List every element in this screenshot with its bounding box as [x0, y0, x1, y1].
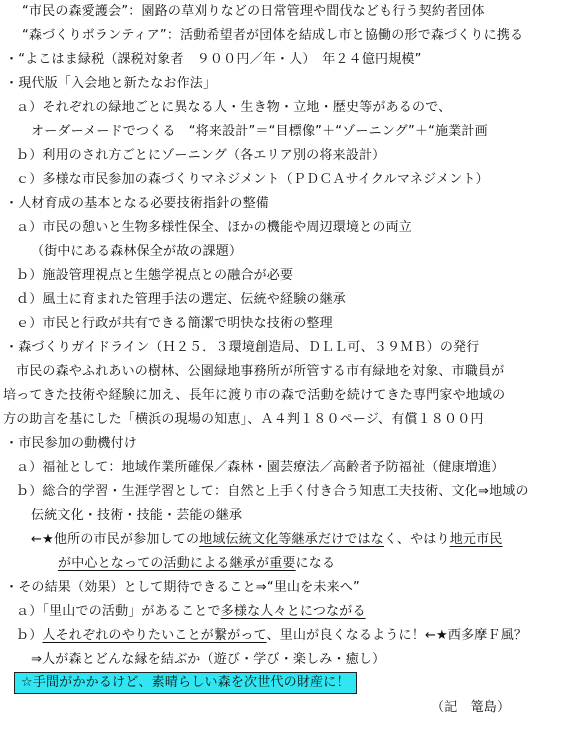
underlined-text: 人それぞれのやりたいことが繋がって: [42, 628, 267, 643]
underlined-text: 地域伝統文化等継承だけではな: [199, 532, 384, 547]
text-line: ａ）それぞれの緑地ごとに異なる人・生き物・立地・歴史等があるので、: [16, 100, 452, 115]
text-line: [16, 624, 527, 648]
text-line: ｂ）利用のされ方ごとにゾーニング（各エリア別の将来設計）: [16, 148, 386, 163]
text-run: ａ）「里山での活動」があることで: [16, 604, 221, 619]
author-note: （記 篭島）: [431, 700, 511, 715]
text-line: ａ）市民の憩いと生物多様性保全、ほかの機能や周辺環境との両立: [16, 220, 413, 235]
text-line: [58, 552, 335, 576]
text-line: ・“よこはま緑税（課税対象者 ９００円／年・人） 年２４億円規模”: [5, 52, 422, 67]
text-line: “市民の森愛護会”：園路の草刈りなどの日常管理や間伐なども行う契約者団体: [22, 4, 485, 19]
highlight-line: [14, 671, 357, 695]
text-run: になる: [295, 556, 336, 571]
text-line: “森づくりボランティア”：活動希望者が団体を結成し市と協働の形で森づくりに携る: [22, 28, 524, 43]
text-line: 方の助言を基にした「横浜の現場の知恵」、Ａ４判１８０ページ、有償１８００円: [3, 412, 484, 427]
text-line: （街中にある森林保全が故の課題）: [31, 244, 243, 259]
text-line: ｅ）市民と行政が共有できる簡潔で明快な技術の整理: [16, 316, 333, 331]
highlighted-text: ☆手間がかかるけど、素晴らしい森を次世代の財産に！: [14, 672, 357, 694]
text-line: ｄ）風土に育まれた管理手法の選定、伝統や経験の継承: [16, 292, 347, 307]
text-run: 、里山が良くなるように！←★西多摩Ｆ風？: [266, 628, 528, 643]
text-line: ａ）福祉として：地域作業所確保／森林・園芸療法／高齢者予防福祉（健康増進）: [16, 460, 505, 475]
underlined-text: 多様な人々とにつながる: [220, 604, 366, 619]
text-run: く、やはり: [383, 532, 450, 547]
underlined-text: 地元市民: [449, 532, 503, 547]
text-line: 市民の森やふれあいの樹林、公園緑地事務所が所管する市有緑地を対象、市職員が: [16, 364, 505, 379]
text-line: ｂ）施設管理視点と生態学視点との融合が必要: [16, 268, 294, 283]
text-line: ｃ）多様な市民参加の森づくりマネジメント（ＰＤＣＡサイクルマネジメント）: [16, 172, 489, 187]
text-line: [16, 600, 366, 624]
text-run: ｂ）: [16, 628, 43, 643]
text-line: オーダーメードでつくる “将来設計”＝“目標像”＋“ゾーニング”＋“施業計画: [31, 124, 488, 139]
text-line: ｂ）総合的学習・生涯学習として：自然と上手く付き合う知恵工夫技術、文化⇒地域の: [16, 484, 529, 499]
section-heading: ・森づくりガイドライン（Ｈ２５．３環境創造局、ＤＬＬ可、３９ＭＢ）の発行: [5, 340, 480, 355]
section-heading: ・その結果（効果）として期待できること⇒“里山を未来へ”: [5, 580, 360, 595]
text-line: ⇒人が森とどんな縁を結ぶか（遊び・学び・楽しみ・癒し）: [31, 652, 386, 667]
section-heading: ・現代版「入会地と新たなお作法」: [5, 76, 217, 91]
section-heading: ・市民参加の動機付け: [5, 436, 138, 451]
text-line: [31, 528, 503, 552]
section-heading: ・人材育成の基本となる必要技術指針の整備: [5, 196, 270, 211]
text-line: 培ってきた技術や経験に加え、長年に渡り市の森で活動を続けてきた専門家や地域の: [3, 388, 506, 403]
underlined-text: が中心となっての活動による継承が重要: [58, 556, 296, 571]
text-line: 伝統文化・技術・技能・芸能の継承: [31, 508, 243, 523]
text-run: ←★他所の市民が参加しての: [31, 532, 200, 547]
